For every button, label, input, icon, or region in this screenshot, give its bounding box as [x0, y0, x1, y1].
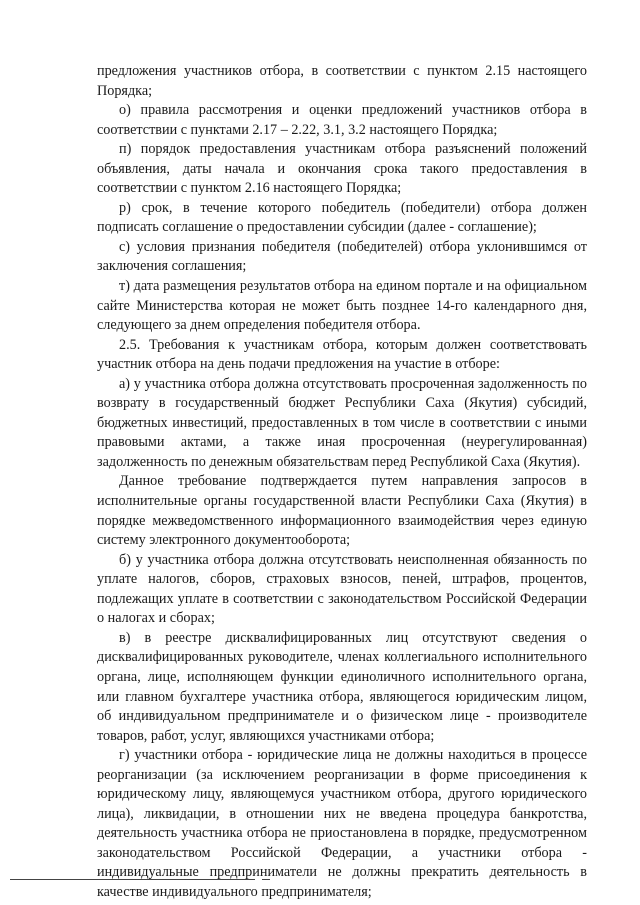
paragraph-item-r: р) срок, в течение которого победитель (победители) отбора должен подписать соглашение о предоставлении субсидии (далее - соглашение); — [97, 199, 587, 236]
paragraph-item-s: с) условия признания победителя (победителей) отбора уклонившимся от заключения соглашения; — [97, 238, 587, 275]
footer-rule — [10, 879, 255, 880]
paragraph-item-g: г) участники отбора - юридические лица не должны находиться в процессе реорганизации (за исключением реорганизации в форме присоединения к юридическому лицу, являющемуся участником отбора, другого юридического лица), ликвидации, в отношении них не введена процедура банкротства, деятельность участника отбора не приостановлена в порядке, предусмотренном законодательством Российской Федерации, а участники отбора - индивидуальные предприниматели не должны прекратить деятельность в качестве индивидуального предпринимателя; — [97, 747, 587, 900]
paragraph-section-2-5: 2.5. Требования к участникам отбора, которым должен соответствовать участник отбора на день подачи предложения на участие в отборе: — [97, 336, 587, 373]
footer-dash — [262, 879, 270, 880]
paragraph-requirement-note: Данное требование подтверждается путем направления запросов в исполнительные органы государственной власти Республики Саха (Якутия) в порядке межведомственного информационного взаимодействия через единую систему электронного документооборота; — [97, 473, 587, 549]
paragraph-item-b: б) у участника отбора должна отсутствовать неисполненная обязанность по уплате налогов, сборов, страховых взносов, пеней, штрафов, процентов, подлежащих уплате в соответствии с законодательством Российской Федерации о налогах и сборах; — [97, 551, 587, 627]
paragraph-item-v: в) в реестре дисквалифицированных лиц отсутствуют сведения о дисквалифицированных руководителе, членах коллегиального исполнительного органа, лице, исполняющем функции единоличного исполнительного органа, или главном бухгалтере участника отбора, являющегося юридическим лицом, об индивидуальном предпринимателе и о физическом лице - производителе товаров, работ, услуг, являющихся участниками отбора; — [97, 629, 587, 744]
paragraph-item-o: о) правила рассмотрения и оценки предложений участников отбора в соответствии с пунктами 2.17 – 2.22, 3.1, 3.2 настоящего Порядка; — [97, 102, 587, 138]
paragraph-item-t: т) дата размещения результатов отбора на едином портале и на официальном сайте Министерства которая не может быть позднее 14-го календарного дня, следующего за днем определения победителя отбора. — [97, 278, 587, 334]
document-body — [97, 62, 587, 903]
paragraph-item-a: а) у участника отбора должна отсутствовать просроченная задолженность по возврату в государственный бюджет Республики Саха (Якутия) субсидий, бюджетных инвестиций, предоставленных в том числе в соответствии с иными правовыми актами, а также иная просроченная (неурегулированная) задолженность по денежным обязательствам перед Республикой Саха (Якутия). — [97, 375, 587, 470]
paragraph-continuation: предложения участников отбора, в соответствии с пунктом 2.15 настоящего Порядка; — [97, 63, 587, 99]
paragraph-item-p: п) порядок предоставления участникам отбора разъяснений положений объявления, даты начала и окончания срока такого предоставления в соответствии с пунктом 2.16 настоящего Порядка; — [97, 141, 587, 197]
